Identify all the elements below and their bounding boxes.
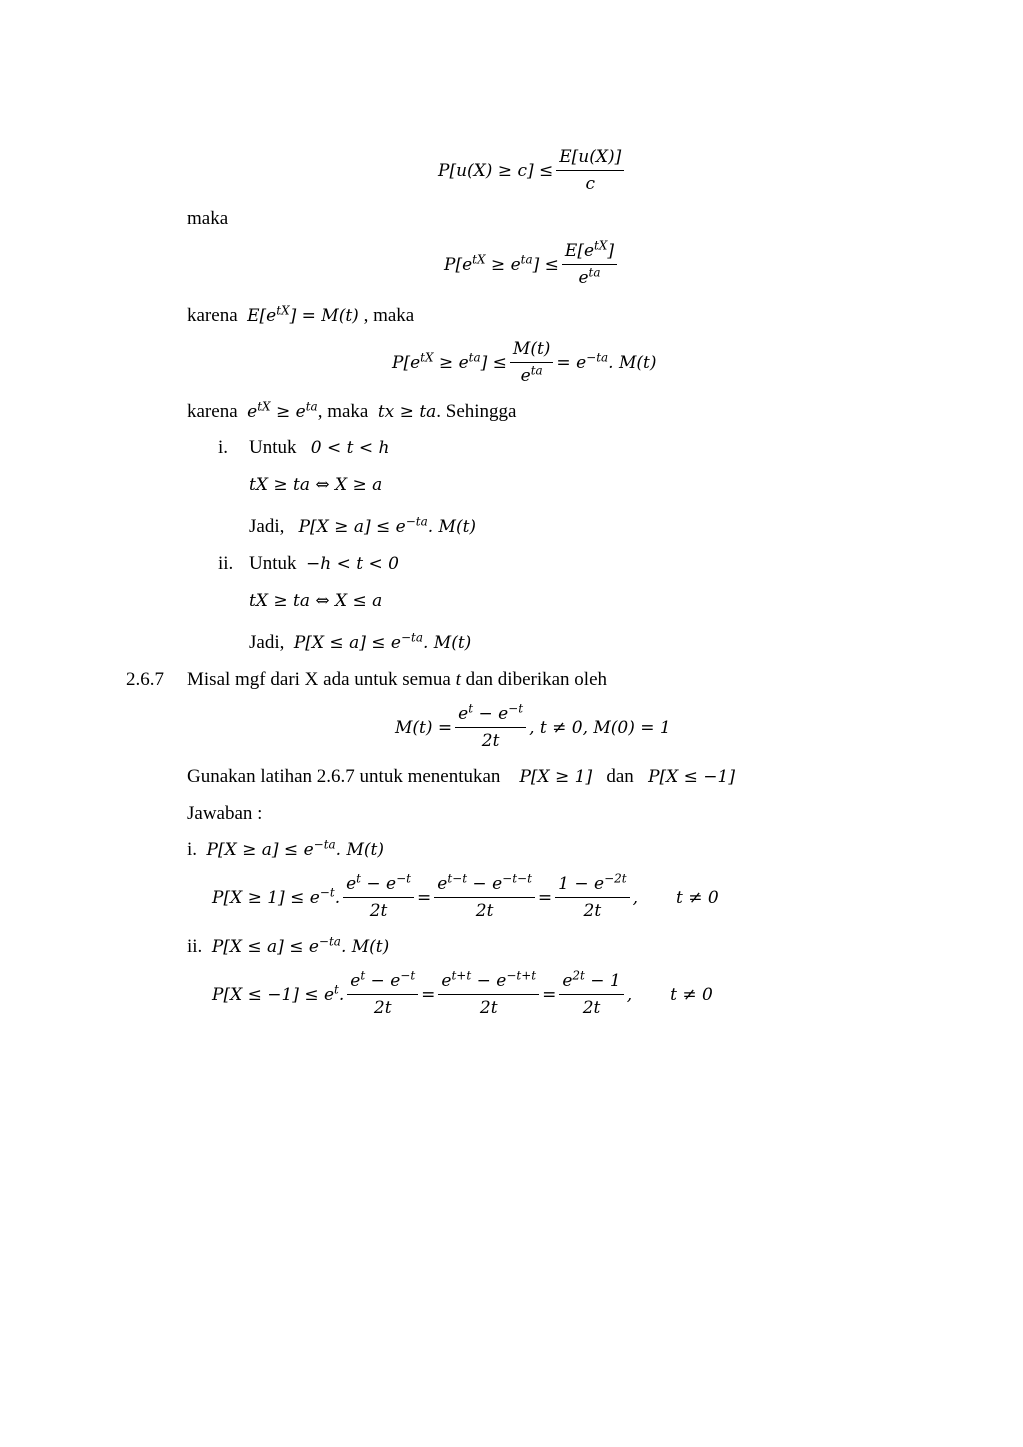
case-i-condition: Untuk 0 < t < h [249,437,390,458]
given-mgf: M(t) = $\frac{e^t - e^{-t}}{2t}$ , t ≠ 0, M(0) = 1 [395,701,671,751]
fraction: $\frac{e^{t-t} - e^{-t-t}}{2t}$ [434,873,535,922]
fraction: $\frac{e^{t+t} - e^{-t+t}}{2t}$ [438,970,539,1019]
jawaban-label: Jawaban : [187,803,263,824]
answer-i-derivation: $P[X \ge 1] \le e^{-t}$. $\frac{e^t - e^{-t}}{2t}$ = $\frac{e^{t-t} - e^{-t-t}}{2t}$ = $\frac{1 - e^{-2t}}{2t}$ , t ≠ 0 [212,871,719,921]
case-ii-implication: tX ≥ ta ⇔ X ≤ a [249,591,383,611]
fraction: $\frac{1 - e^{-2t}}{2t}$ [555,873,629,922]
fraction: $\frac{e^t - e^{-t}}{2t}$ [343,873,414,922]
gunakan-line: Gunakan latihan 2.6.7 untuk menentukan P[X ≥ 1] dan P[X ≤ −1] [187,766,735,787]
text-maka: maka [187,208,229,229]
karena-line-2: karena $e^{tX} \ge e^{ta}$, maka tx ≥ ta. Sehingga [187,399,517,422]
fraction: $\frac{e^t - e^{-t}}{2t}$ [347,970,418,1019]
case-ii-result: Jadi, $P[X \le a] \le e^{-ta}$. M(t) [249,630,472,653]
case-ii-condition: Untuk −h < t < 0 [249,553,399,574]
exp-inequality: $P[e^{tX} \ge e^{ta}]$ ≤ $\frac{E[e^{tX}]}{e^{ta}}$ [444,240,620,289]
answer-ii-derivation: $P[X \le -1] \le e^t$. $\frac{e^t - e^{-t}}{2t}$ = $\frac{e^{t+t} - e^{-t+t}}{2t}$ = $\frac{e^{2t} - 1}{2t}$ , t ≠ 0 [212,968,713,1018]
case-i-implication: tX ≥ ta ⇔ X ≥ a [249,475,383,495]
answer-i-rule: i. $P[X \ge a] \le e^{-ta}$. M(t) [187,837,384,860]
case-i-result: Jadi, $P[X \ge a] \le e^{-ta}$. M(t) [249,514,477,537]
mgf-inequality: $P[e^{tX} \ge e^{ta}]$ ≤ $\frac{M(t)}{e^{ta}}$ = $e^{-ta}$. M(t) [392,339,657,386]
karena-line-1: karena $E[e^{tX}] = M(t)$ , maka [187,303,415,326]
markov-inequality: P[u(X) ≥ c] ≤ $\frac{E[u(X)]}{c}$ [438,146,627,195]
problem-statement: Misal mgf dari X ada untuk semua t dan diberikan oleh [187,669,608,690]
fraction: $\frac{E[u(X)]}{c}$ [556,146,624,195]
fraction: $\frac{e^{2t} - 1}{2t}$ [559,970,623,1019]
fraction: $\frac{M(t)}{e^{ta}}$ [510,338,554,387]
answer-ii-rule: ii. $P[X \le a] \le e^{-ta}$. M(t) [187,934,390,957]
fraction: $\frac{e^t - e^{-t}}{2t}$ [455,703,526,752]
case-i-label: i. [218,437,229,458]
fraction: $\frac{E[e^{tX}]}{e^{ta}}$ [562,240,617,289]
problem-number: 2.6.7 [126,669,164,690]
case-ii-label: ii. [218,553,234,574]
